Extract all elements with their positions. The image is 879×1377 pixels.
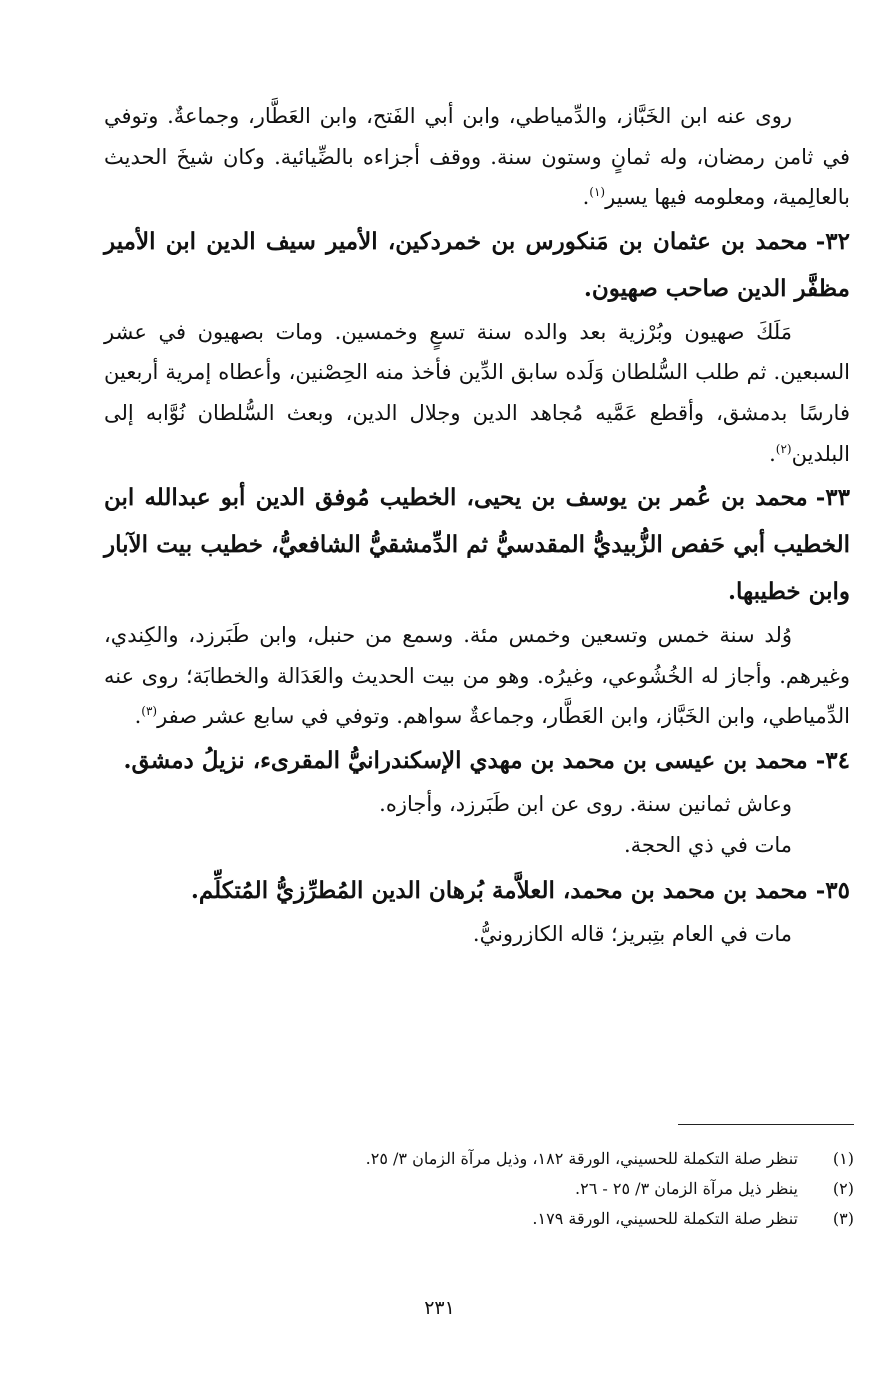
entry-35-body: مات في العام بتِبريز؛ قاله الكازرونيُّ. [472, 921, 792, 946]
footnote-reference[interactable]: (١) [589, 185, 606, 200]
footnote-item [104, 1204, 854, 1234]
paragraph-text: وُلد سنة خمس وتسعين وخمس مئة. وسمع من حنبل، وابن طَبَرزد، والكِندي، وغيرهم. وأجاز له الخُشُوعي، وغيرُه. وهو من بيت الحديث والعَدَالة والخطابَة؛ روى عنه الدِّمياطي، وابن الخَبَّاز، وابن العَطَّار، وجماعةٌ سواهم. وتوفي في سابع عشر صفر [104, 623, 850, 729]
entry-32-heading [104, 218, 850, 312]
footnote-text: تنظر صلة التكملة للحسيني، الورقة ١٧٩. [532, 1209, 798, 1228]
footnote-text: تنظر صلة التكملة للحسيني، الورقة ١٨٢، وذيل مرآة الزمان ٣/ ٢٥. [365, 1149, 798, 1168]
footnote-item [104, 1174, 854, 1204]
footnote-reference[interactable]: (٣) [141, 704, 158, 719]
entry-33-body [104, 615, 850, 737]
footnote-number: (٢) [832, 1179, 854, 1198]
entry-35-heading [104, 867, 850, 914]
entry-34-body-line-1: وعاش ثمانين سنة. روى عن ابن طَبَرزد، وأجازه. [379, 791, 792, 816]
entry-33-heading [104, 474, 850, 615]
paragraph-text: مَلَكَ صهيون وبُرْزية بعد والده سنة تسعٍ وخمسين. ومات بصهيون في عشر السبعين. ثم طلب السُّلطان وَلَده سابق الدِّين فأخذ منه الحِصْنين، وأعطاه إمرية أربعين فارسًا بدمشق، وأقطع عَمَّيه مُجاهد الدين وجلال الدين، وبعث السُّلطان نُوَّابه إلى البلدين [104, 319, 850, 466]
entry-32-body [104, 312, 850, 474]
entry-number: ٣٣- [815, 484, 850, 512]
entry-number: ٣٥- [815, 876, 850, 904]
paragraph-end: . [134, 704, 142, 729]
paragraph-end: . [769, 441, 776, 466]
entry-34-heading [104, 737, 850, 784]
page-body [104, 96, 850, 955]
footnote-text: ينظر ذيل مرآة الزمان ٣/ ٢٥ - ٢٦. [575, 1179, 798, 1198]
footnote-number: (٣) [832, 1209, 854, 1228]
entry-number: ٣٢- [815, 227, 850, 255]
footnote-reference[interactable]: (٢) [775, 441, 792, 456]
page-number: ٢٣١ [424, 1297, 455, 1319]
paragraph-end: . [582, 185, 590, 210]
paragraph-text: روى عنه ابن الخَبَّاز، والدِّمياطي، وابن أبي الفَتح، وابن العَطَّار، وجماعةٌ. وتوفي في ثامن رمضان، وله ثمانٍ وستون سنة. ووقف أجزاءه بالضِّيائية. وكان شيخَ الحديث بالعالِمية، ومعلومه فيها يسير [104, 104, 850, 210]
footnote-number: (١) [832, 1149, 854, 1168]
entry-31-continuation [104, 96, 850, 218]
entry-title: محمد بن عثمان بن مَنكورس بن خمردكين، الأمير سيف الدين ابن الأمير مظفَّر الدين صاحب صهيون. [104, 227, 850, 302]
entry-title: محمد بن عُمر بن يوسف بن يحيى، الخطيب مُوفق الدين أبو عبدالله ابن الخطيب أبي حَفص الزُّبيديُّ المقدسيُّ ثم الدِّمشقيُّ الشافعيُّ، خطيب بيت الآبار وابن خطيبها. [104, 484, 850, 606]
footnote-item [104, 1144, 854, 1174]
footnote-divider [678, 1124, 854, 1125]
entry-number: ٣٤- [815, 746, 850, 774]
entry-title: محمد بن محمد بن محمد، العلاَّمة بُرهان الدين المُطرِّزيُّ المُتكلِّم. [190, 876, 808, 904]
footnotes [104, 1144, 854, 1234]
entry-34-body-line-2: مات في ذي الحجة. [623, 833, 792, 858]
entry-title: محمد بن عيسى بن محمد بن مهدي الإسكندرانيُّ المقرىء، نزيلُ دمشق. [123, 746, 808, 774]
